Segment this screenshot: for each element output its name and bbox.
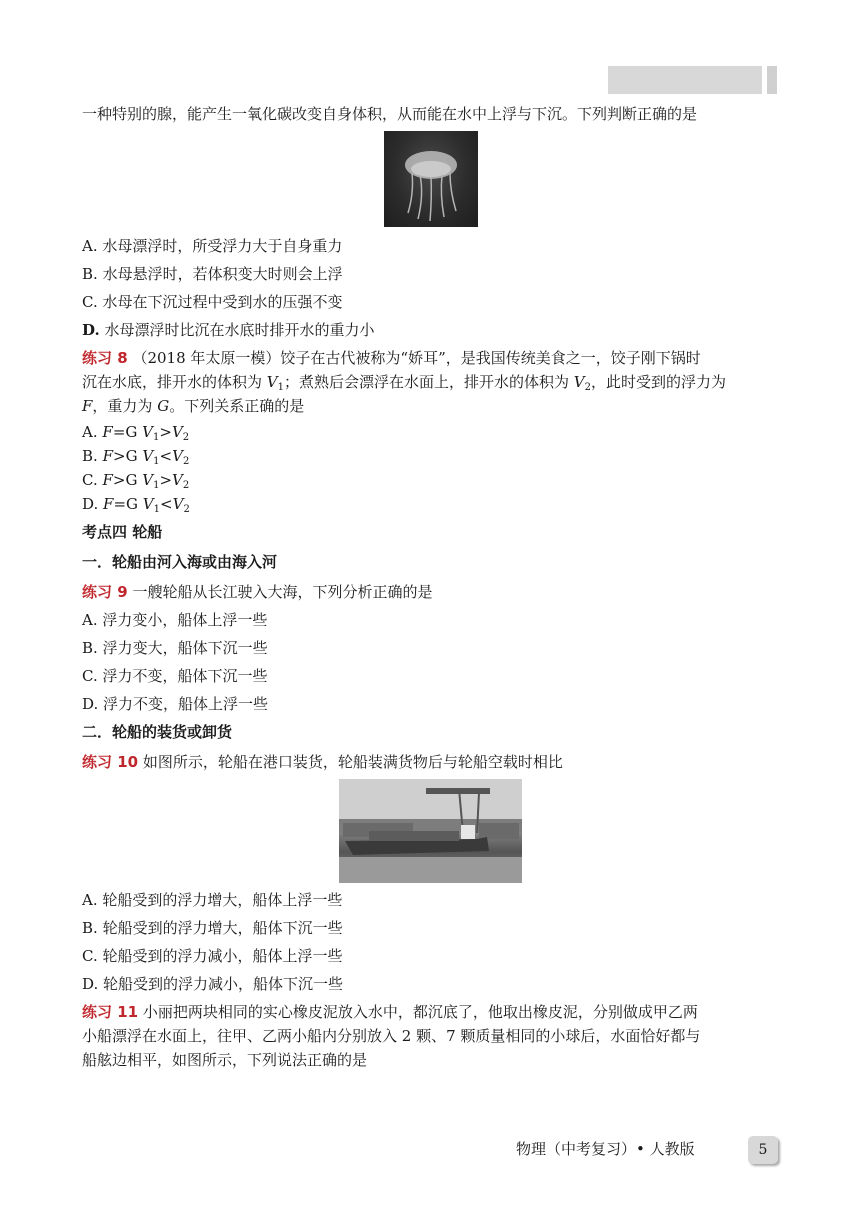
q11-line3: 船舷边相平，如图所示，下列说法正确的是 xyxy=(82,1051,368,1069)
jellyfish-image xyxy=(384,131,478,227)
q7-option-d: D. 水母漂浮时比沉在水底时排开水的重力小 xyxy=(82,321,375,339)
q11-line2: 小船漂浮在水面上，往甲、乙两小船内分别放入 2 颗、7 颗质量相同的小球后，水面恰好都与 xyxy=(82,1027,701,1045)
q9-label: 练习 9 xyxy=(82,583,128,601)
q8-line1: 练习 8 （2018 年太原一模）饺子在古代被称为“娇耳”，是我国传统美食之一，饺子刚下锅时 xyxy=(82,349,701,367)
q10-option-c: C. 轮船受到的浮力减小，船体上浮一些 xyxy=(82,947,343,965)
q11-label: 练习 11 xyxy=(82,1003,139,1021)
page-number: 5 xyxy=(748,1136,778,1164)
q9-stem: 练习 9 一艘轮船从长江驶入大海，下列分析正确的是 xyxy=(82,583,433,601)
subsection1-title: 一．轮船由河入海或由海入河 xyxy=(82,553,278,571)
subsection2-title: 二．轮船的装货或卸货 xyxy=(82,723,233,741)
q9-option-a: A. 浮力变小，船体上浮一些 xyxy=(82,611,268,629)
header-tab-notch xyxy=(767,66,777,94)
q10-option-b: B. 轮船受到的浮力增大，船体下沉一些 xyxy=(82,919,343,937)
q10-option-d: D. 轮船受到的浮力减小，船体下沉一些 xyxy=(82,975,344,993)
q10-label: 练习 10 xyxy=(82,753,139,771)
q8-option-c: C. F>G $V_1>V_2$ xyxy=(82,471,190,491)
q9-option-b: B. 浮力变大，船体下沉一些 xyxy=(82,639,268,657)
section4-title: 考点四 轮船 xyxy=(82,523,163,541)
q7-option-c: C. 水母在下沉过程中受到水的压强不变 xyxy=(82,293,343,311)
q10-stem: 练习 10 如图所示，轮船在港口装货，轮船装满货物后与轮船空载时相比 xyxy=(82,753,563,771)
q8-line3: F，重力为 G。下列关系正确的是 xyxy=(82,397,305,415)
header-tab-bar xyxy=(608,66,762,94)
q8-line2: 沉在水底，排开水的体积为 $V_1$；煮熟后会漂浮在水面上，排开水的体积为 $V_2$，此时受到的浮力为 xyxy=(82,373,727,393)
q9-option-c: C. 浮力不变，船体下沉一些 xyxy=(82,667,268,685)
q9-option-d: D. 浮力不变，船体上浮一些 xyxy=(82,695,269,713)
q7-option-a: A. 水母漂浮时，所受浮力大于自身重力 xyxy=(82,237,343,255)
q8-option-d: D. F=G $V_1<V_2$ xyxy=(82,495,190,515)
intro-line: 一种特别的腺，能产生一氧化碳改变自身体积，从而能在水中上浮与下沉。下列判断正确的是 xyxy=(82,105,698,123)
q8-option-a: A. F=G $V_1>V_2$ xyxy=(82,423,190,443)
q7-option-b: B. 水母悬浮时，若体积变大时则会上浮 xyxy=(82,265,343,283)
ship-image xyxy=(339,779,522,883)
q8-label: 练习 8 xyxy=(82,349,128,367)
q8-option-b: B. F>G $V_1<V_2$ xyxy=(82,447,190,467)
q10-option-a: A. 轮船受到的浮力增大，船体上浮一些 xyxy=(82,891,343,909)
q11-line1: 练习 11 小丽把两块相同的实心橡皮泥放入水中，都沉底了，他取出橡皮泥，分别做成甲乙两 xyxy=(82,1003,698,1021)
footer-book-title: 物理（中考复习）• 人教版 xyxy=(516,1140,695,1158)
